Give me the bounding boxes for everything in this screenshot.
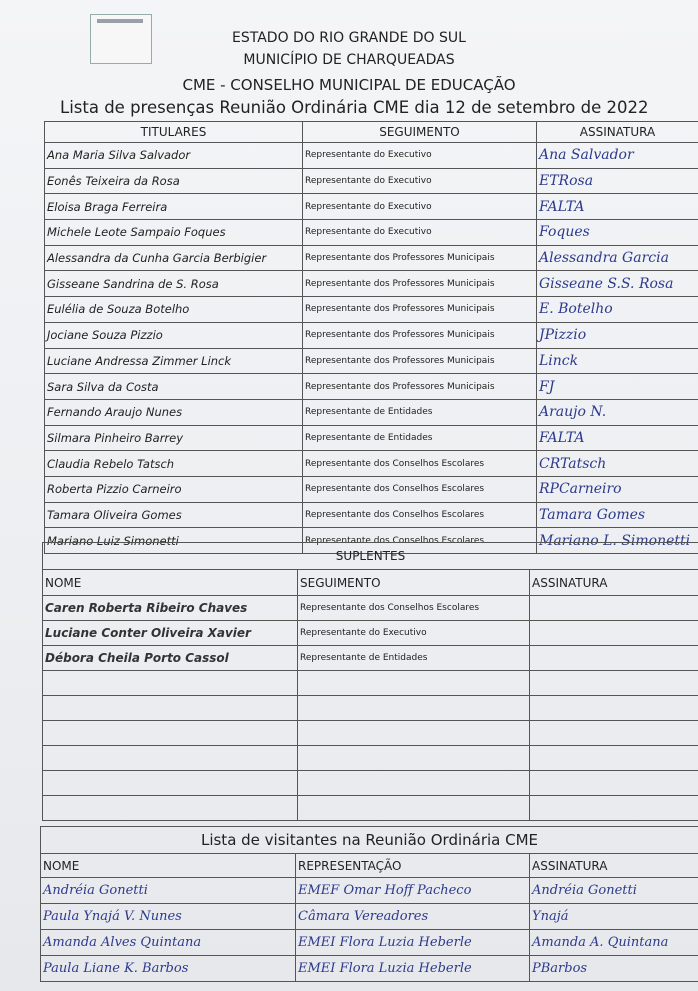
document-title: Lista de presenças Reunião Ordinária CME dia 12 de setembro de 2022	[60, 98, 649, 117]
titulares-table	[44, 121, 698, 554]
member-name: Ana Maria Silva Salvador	[45, 143, 303, 169]
suplente-signature	[530, 596, 698, 621]
member-segment: Representante do Executivo	[303, 220, 537, 246]
table-row	[43, 646, 698, 671]
member-name: Eloisa Braga Ferreira	[45, 194, 303, 220]
suplente-segment: Representante de Entidades	[298, 646, 530, 671]
header-line-2: MUNICÍPIO DE CHARQUEADAS	[243, 52, 455, 68]
empty-row	[43, 671, 698, 696]
col-nome: NOME	[41, 854, 296, 878]
member-name: Mariano Luiz Simonetti	[45, 528, 303, 554]
visitantes-table	[40, 826, 698, 982]
visitantes-title: Lista de visitantes na Reunião Ordinária CME	[41, 827, 698, 854]
visitor-name: Andréia Gonetti	[41, 878, 296, 904]
table-row	[41, 956, 698, 982]
table-row	[45, 476, 698, 502]
empty-row	[43, 696, 698, 721]
member-name: Michele Leote Sampaio Foques	[45, 220, 303, 246]
col-seguimento: SEGUIMENTO	[303, 122, 537, 143]
member-name: Eulélia de Souza Botelho	[45, 297, 303, 323]
empty-row	[43, 771, 698, 796]
table-row	[45, 245, 698, 271]
table-row	[45, 425, 698, 451]
member-segment: Representante dos Professores Municipais	[303, 271, 537, 297]
empty-row	[43, 746, 698, 771]
member-segment: Representante dos Professores Municipais	[303, 245, 537, 271]
suplente-signature	[530, 646, 698, 671]
col-nome: NOME	[43, 570, 298, 596]
member-signature: Mariano L. Simonetti	[537, 528, 698, 554]
col-assinatura: ASSINATURA	[530, 854, 698, 878]
member-name: Sara Silva da Costa	[45, 374, 303, 400]
table-row	[45, 322, 698, 348]
member-signature: E. Botelho	[537, 297, 698, 323]
empty-row	[43, 721, 698, 746]
member-name: Silmara Pinheiro Barrey	[45, 425, 303, 451]
member-signature: Foques	[537, 220, 698, 246]
member-name: Eonês Teixeira da Rosa	[45, 168, 303, 194]
table-row	[45, 297, 698, 323]
empty-row	[43, 796, 698, 821]
visitor-signature: PBarbos	[530, 956, 698, 982]
table-row	[45, 271, 698, 297]
table-row	[45, 168, 698, 194]
visitor-signature: Ynajá	[530, 904, 698, 930]
member-signature: CRTatsch	[537, 451, 698, 477]
member-segment: Representante dos Professores Municipais	[303, 297, 537, 323]
col-assinatura: ASSINATURA	[530, 570, 698, 596]
visitor-name: Amanda Alves Quintana	[41, 930, 296, 956]
header-line-1: ESTADO DO RIO GRANDE DO SUL	[232, 30, 466, 46]
suplente-name: Caren Roberta Ribeiro Chaves	[43, 596, 298, 621]
visitor-representation: EMEI Flora Luzia Heberle	[296, 930, 530, 956]
visitor-representation: EMEF Omar Hoff Pacheco	[296, 878, 530, 904]
member-name: Roberta Pizzio Carneiro	[45, 476, 303, 502]
member-segment: Representante dos Conselhos Escolares	[303, 476, 537, 502]
member-name: Gisseane Sandrina de S. Rosa	[45, 271, 303, 297]
suplente-signature	[530, 621, 698, 646]
suplente-segment: Representante dos Conselhos Escolares	[298, 596, 530, 621]
member-segment: Representante do Executivo	[303, 143, 537, 169]
table-row	[45, 348, 698, 374]
table-row	[45, 451, 698, 477]
member-signature: JPizzio	[537, 322, 698, 348]
visitor-representation: EMEI Flora Luzia Heberle	[296, 956, 530, 982]
visitor-signature: Andréia Gonetti	[530, 878, 698, 904]
col-representacao: REPRESENTAÇÃO	[296, 854, 530, 878]
member-segment: Representante de Entidades	[303, 399, 537, 425]
member-signature: FALTA	[537, 425, 698, 451]
member-segment: Representante dos Professores Municipais	[303, 374, 537, 400]
visitor-name: Paula Ynajá V. Nunes	[41, 904, 296, 930]
member-segment: Representante do Executivo	[303, 168, 537, 194]
col-assinatura: ASSINATURA	[537, 122, 698, 143]
col-titulares: TITULARES	[45, 122, 303, 143]
member-segment: Representante dos Conselhos Escolares	[303, 502, 537, 528]
member-signature: Ana Salvador	[537, 143, 698, 169]
member-name: Fernando Araujo Nunes	[45, 399, 303, 425]
table-row	[41, 878, 698, 904]
table-row	[45, 220, 698, 246]
visitor-representation: Câmara Vereadores	[296, 904, 530, 930]
member-signature: Gisseane S.S. Rosa	[537, 271, 698, 297]
member-signature: FJ	[537, 374, 698, 400]
suplente-segment: Representante do Executivo	[298, 621, 530, 646]
table-row	[45, 143, 698, 169]
col-seguimento: SEGUIMENTO	[298, 570, 530, 596]
table-row	[45, 502, 698, 528]
member-name: Jociane Souza Pizzio	[45, 322, 303, 348]
member-segment: Representante de Entidades	[303, 425, 537, 451]
member-signature: Alessandra Garcia	[537, 245, 698, 271]
member-name: Alessandra da Cunha Garcia Berbigier	[45, 245, 303, 271]
member-signature: RPCarneiro	[537, 476, 698, 502]
member-segment: Representante dos Conselhos Escolares	[303, 451, 537, 477]
member-signature: ETRosa	[537, 168, 698, 194]
member-name: Luciane Andressa Zimmer Linck	[45, 348, 303, 374]
table-row	[41, 904, 698, 930]
member-segment: Representante dos Professores Municipais	[303, 348, 537, 374]
suplente-name: Luciane Conter Oliveira Xavier	[43, 621, 298, 646]
table-row	[45, 194, 698, 220]
table-row	[45, 374, 698, 400]
member-signature: FALTA	[537, 194, 698, 220]
suplentes-title: SUPLENTES	[43, 543, 698, 570]
member-name: Claudia Rebelo Tatsch	[45, 451, 303, 477]
member-name: Tamara Oliveira Gomes	[45, 502, 303, 528]
member-signature: Araujo N.	[537, 399, 698, 425]
table-row	[43, 596, 698, 621]
suplentes-table	[42, 542, 698, 821]
member-segment: Representante dos Conselhos Escolares	[303, 528, 537, 554]
header-line-3: CME - CONSELHO MUNICIPAL DE EDUCAÇÃO	[182, 76, 516, 94]
member-signature: Linck	[537, 348, 698, 374]
suplente-name: Débora Cheila Porto Cassol	[43, 646, 298, 671]
table-row	[41, 930, 698, 956]
table-row	[45, 399, 698, 425]
table-row	[43, 621, 698, 646]
member-signature: Tamara Gomes	[537, 502, 698, 528]
visitor-name: Paula Liane K. Barbos	[41, 956, 296, 982]
visitor-signature: Amanda A. Quintana	[530, 930, 698, 956]
titulares-header-row	[45, 122, 698, 143]
member-segment: Representante do Executivo	[303, 194, 537, 220]
member-segment: Representante dos Professores Municipais	[303, 322, 537, 348]
